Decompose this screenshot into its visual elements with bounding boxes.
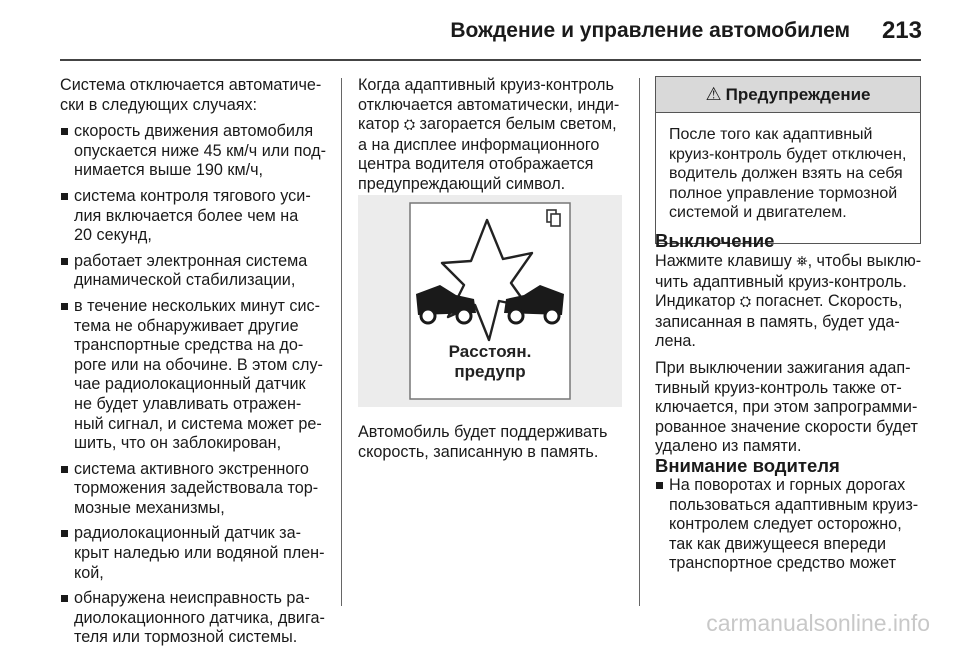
attention-section-body: [655, 476, 925, 580]
list-item: На поворотах и горных дорогах пользоваться адаптивным круиз- контролем следует осторожно, так как движущееся впереди транспортное средство может: [655, 476, 925, 574]
driver-info-display-figure: [358, 195, 622, 407]
warning-header: [656, 77, 920, 113]
column-divider-left: [341, 78, 342, 606]
speed-hold-paragraph: Автомобиль будет поддерживать скорость, записанную в память.: [358, 423, 608, 461]
list-item: скорость движения автомобиля опускается ниже 45 км/ч или под- нимается выше 190 км/ч,: [60, 122, 335, 181]
page-title: Вождение и управление автомобилем: [450, 19, 850, 42]
display-text-line2: предупр: [454, 362, 526, 381]
list-item: обнаружена неисправность ра- диолокационного датчика, двига- теля или тормозной системы.: [60, 589, 335, 648]
watermark-text: carmanualsonline.info: [706, 610, 930, 636]
middle-column: [358, 76, 633, 202]
warning-title: Предупреждение: [725, 84, 871, 104]
list-item: работает электронная система динамической стабилизации,: [60, 252, 335, 291]
section-heading-off: Выключение: [655, 230, 775, 251]
display-text-line1: Расстоян.: [448, 342, 532, 361]
header-rule: [60, 59, 921, 61]
warning-box: [655, 76, 921, 244]
middle-column-lower: [358, 423, 633, 469]
off-paragraph-2: При выключении зажигания адап- тивный круиз-контроль также от- ключается, при этом запрограмми- рованное значение скорости будет удалено из памяти.: [655, 358, 918, 456]
page-number: 213: [881, 17, 922, 44]
cruise-control-icon: ⛭: [403, 117, 416, 134]
auto-off-paragraph: Когда адаптивный круиз-контроль отключается автоматически, инди- катор ⛭ загорается белым светом, а на дисплее информационного центра водителя отображается предупреждающий символ.: [358, 76, 620, 193]
cruise-control-icon: ⛭: [739, 294, 752, 311]
list-item: радиолокационный датчик за- крыт наледью или водяной плен- кой,: [60, 524, 335, 583]
warning-triangle-icon: ⚠: [705, 84, 722, 104]
off-paragraph-1: Нажмите клавишу ⛯, чтобы выклю- чить адаптивный круиз-контроль. Индикатор ⛭ погаснет. Скорость, записанная в память, будет уда- лена.: [655, 252, 922, 351]
warning-body: После того как адаптивный круиз-контроль будет отключен, водитель должен взять на себя полное управление тормозной системой и двигателем.: [669, 126, 907, 222]
section-heading-attention: Внимание водителя: [655, 455, 840, 476]
list-item: система активного экстренного торможения задействовала тор- мозные механизмы,: [60, 460, 335, 519]
list-item: в течение нескольких минут сис- тема не обнаруживает другие транспортные средства на до- роге или на обочине. В этом слу- чае радиолокационный датчик не будет улавливать отражен- ный сигнал, и система может ре- шить, что он заблокирован,: [60, 297, 335, 454]
off-section-body: [655, 252, 925, 464]
left-column: [60, 76, 335, 654]
column-divider-right: [639, 78, 640, 606]
intro-paragraph: Система отключается автоматиче- ски в следующих случаях:: [60, 76, 322, 114]
list-item: система контроля тягового уси- лия включается более чем на 20 секунд,: [60, 187, 335, 246]
cruise-cancel-key-icon: ⛯: [796, 254, 808, 270]
